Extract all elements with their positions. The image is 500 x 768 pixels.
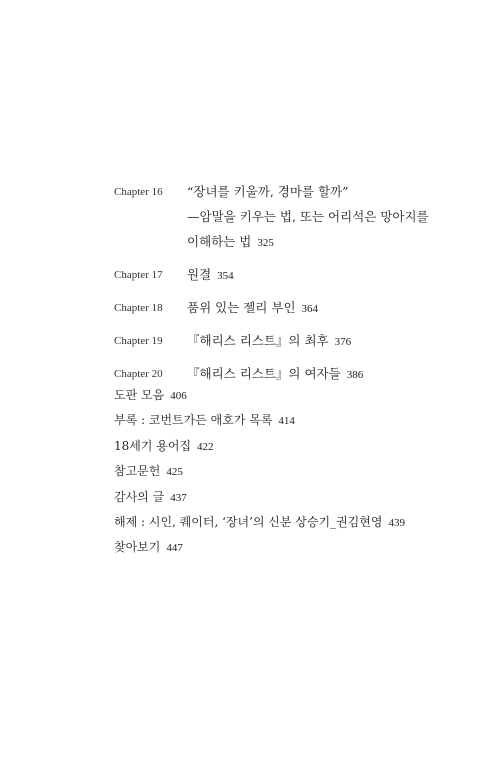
- chapter-number: Chapter 20: [114, 368, 163, 380]
- chapter-subtitle-line: —암말을 키우는 법, 또는 어리석은 망아지를: [187, 209, 429, 224]
- chapter-title-line: [187, 330, 474, 353]
- appendix-title: 해제 : 시인, 퀘이터, ‘장녀’의 신분 상승기_권김현영: [114, 514, 383, 529]
- page-number: 406: [170, 390, 187, 402]
- chapter-list: [114, 181, 474, 396]
- page-number: 386: [346, 369, 364, 381]
- chapter-title-block: [187, 330, 474, 353]
- chapter-title-line: [187, 363, 474, 386]
- chapter-title-block: [187, 297, 474, 320]
- chapter-title-line: [187, 264, 474, 287]
- appendix-entry: [114, 536, 474, 559]
- chapter-number: Chapter 16: [114, 186, 163, 198]
- chapter-entry: [114, 297, 474, 320]
- chapter-title: “장녀를 키울까, 경마를 할까”: [187, 184, 349, 199]
- page-number: 447: [166, 542, 183, 555]
- chapter-subtitle-line: [187, 231, 474, 254]
- chapter-number: Chapter 19: [114, 335, 163, 347]
- page-number: 325: [257, 237, 274, 249]
- appendix-title: 18세기 용어집: [114, 438, 192, 453]
- page-number: 422: [197, 440, 214, 453]
- chapter-entry: [114, 363, 474, 386]
- chapter-title-line: [187, 297, 474, 320]
- chapter-entry: [114, 264, 474, 287]
- page-number: 354: [217, 270, 234, 282]
- chapter-title-block: [187, 363, 474, 386]
- appendix-list: [114, 384, 474, 562]
- chapter-title: 『해리스 리스트』의 최후: [187, 333, 329, 348]
- page-number: 437: [170, 491, 187, 504]
- appendix-title: 감사의 글: [114, 489, 165, 504]
- page-number: 376: [334, 336, 352, 348]
- appendix-entry: [114, 511, 474, 534]
- chapter-entry: [114, 330, 474, 353]
- appendix-entry: [114, 409, 474, 432]
- chapter-number: Chapter 18: [114, 302, 163, 314]
- appendix-title: 도판 모음: [114, 388, 165, 402]
- appendix-title: 참고문헌: [114, 464, 161, 479]
- page-number: 425: [166, 466, 183, 479]
- page-number: 364: [301, 303, 319, 315]
- chapter-entry: [114, 181, 474, 254]
- chapter-title-block: [187, 264, 474, 287]
- page-number: 414: [278, 415, 295, 428]
- appendix-title: 부록 : 코번트가든 애호가 목록: [114, 413, 273, 428]
- chapter-number: Chapter 17: [114, 269, 163, 281]
- appendix-entry: [114, 460, 474, 483]
- page-number: 439: [388, 516, 405, 529]
- chapter-subtitle-text: 이해하는 법: [187, 234, 252, 249]
- chapter-title: 원결: [187, 267, 212, 282]
- appendix-entry: [114, 486, 474, 509]
- appendix-title: 찾아보기: [114, 540, 161, 555]
- chapter-title: 품위 있는 젤리 부인: [187, 300, 296, 315]
- chapter-title-block: [187, 181, 474, 254]
- appendix-entry: [114, 435, 474, 458]
- appendix-entry: [114, 384, 474, 407]
- chapter-title: 『해리스 리스트』의 여자들: [187, 366, 341, 381]
